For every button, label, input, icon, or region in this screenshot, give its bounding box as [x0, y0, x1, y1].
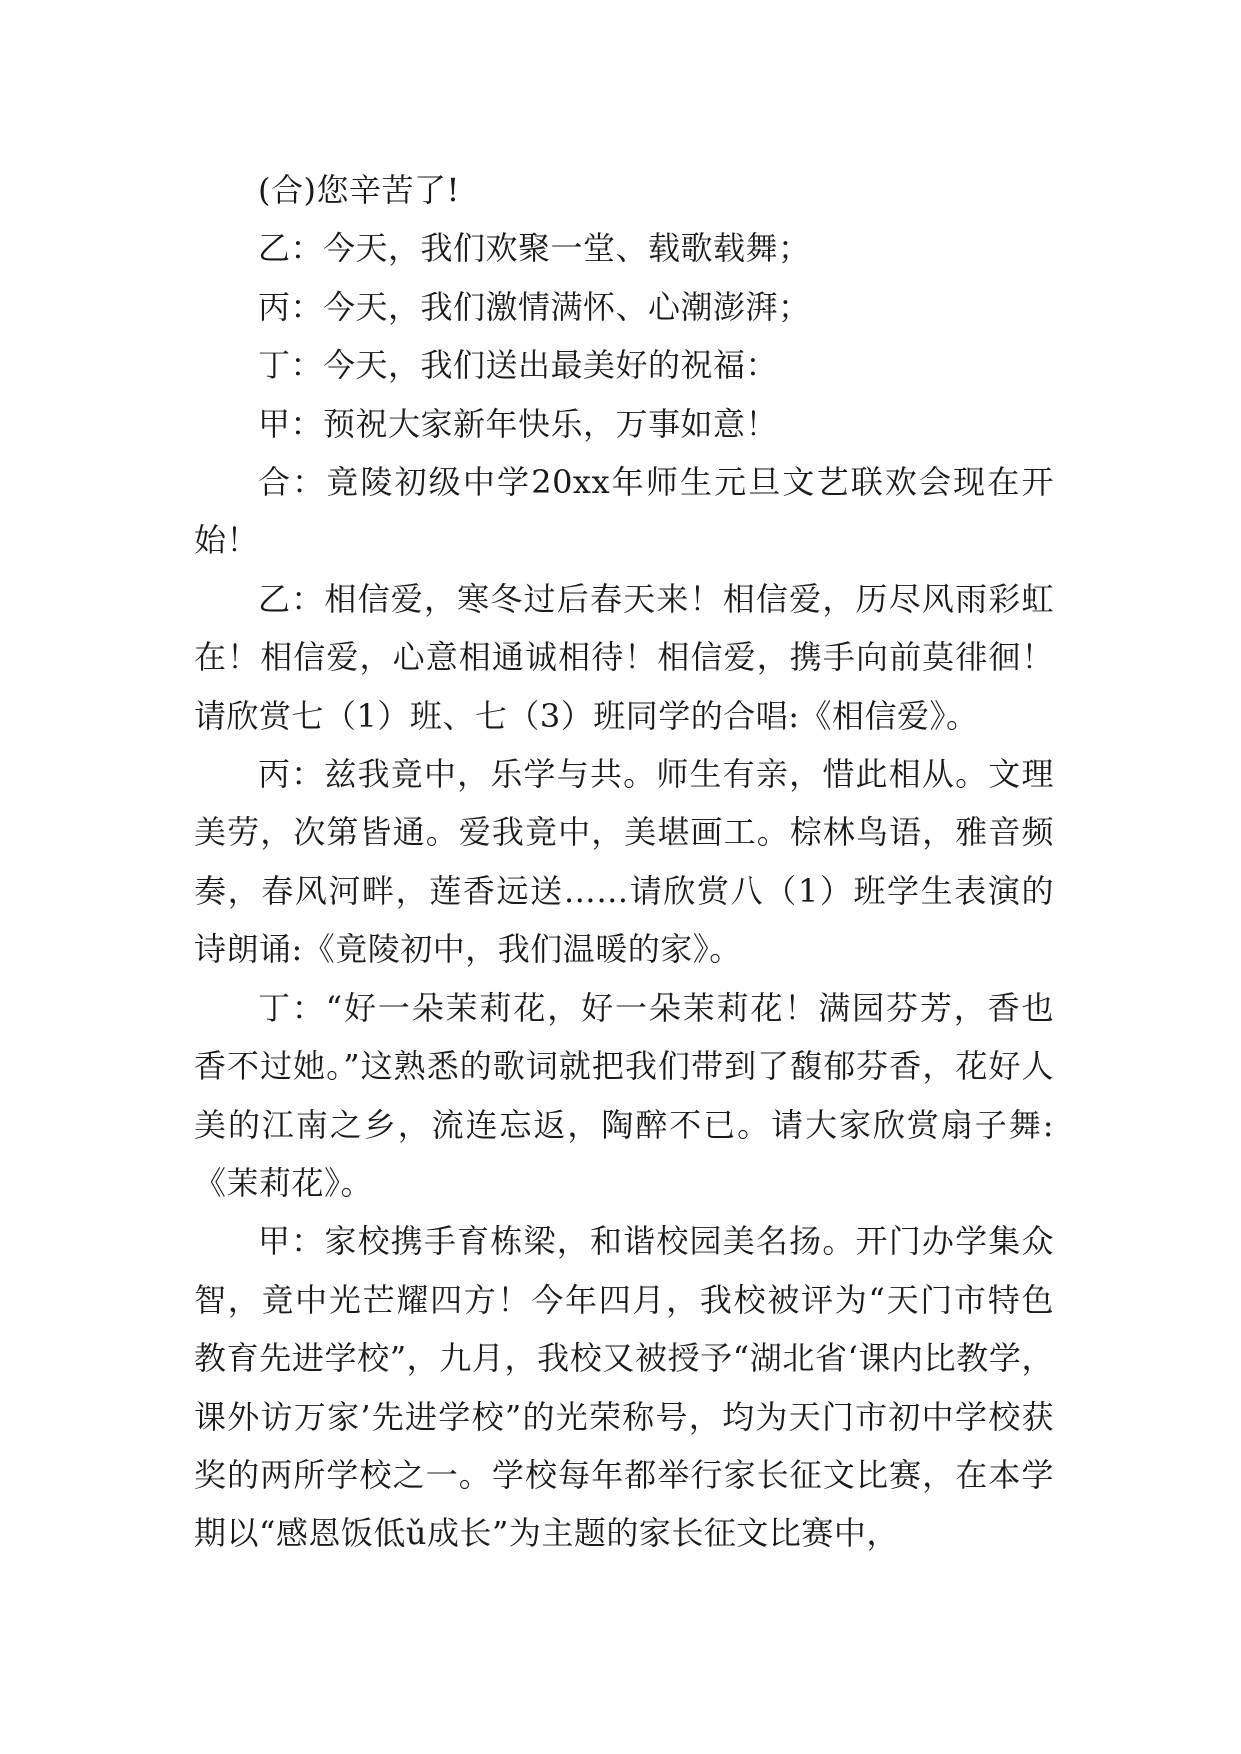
- paragraph-yi-believe-love: 乙：相信爱，寒冬过后春天来！相信爱，历尽风雨彩虹在！相信爱，心意相通诚相待！相信爱，携手向前莫徘徊！请欣赏七（1）班、七（3）班同学的合唱:《相信爱》。: [194, 579, 1054, 735]
- document-body: [194, 161, 1054, 1563]
- paragraph-bing-passion: 丙：今天，我们激情满怀、心潮澎湃；: [258, 287, 811, 326]
- paragraph-ding-blessing: 丁：今天，我们送出最美好的祝福：: [258, 346, 779, 385]
- paragraph-yi-gathering: 乙：今天，我们欢聚一堂、载歌载舞；: [258, 229, 811, 268]
- paragraph-chorus-thanks: (合)您辛苦了!: [258, 171, 460, 209]
- paragraph-chorus-opening: 合：竟陵初级中学20xx年师生元旦文艺联欢会现在开始！: [194, 463, 1054, 560]
- paragraph-jia-school-honors: 甲：家校携手育栋梁，和谐校园美名扬。开门办学集众智，竟中光芒耀四方！今年四月，我校被评为“天门市特色教育先进学校”，九月，我校又被授予“湖北省‘课内比教学，课外访万家’先进学校”的光荣称号，均为天门市初中学校获奖的两所学校之一。学校每年都举行家长征文比赛，在本学期以“感恩饭低ǔ成长”为主题的家长征文比赛中，: [194, 1222, 1054, 1553]
- paragraph-bing-poem: 丙：兹我竟中，乐学与共。师生有亲，惜此相从。文理美劳，次第皆通。爱我竟中，美堪画工。棕林鸟语，雅音频奏，春风河畔，莲香远送……请欣赏八（1）班学生表演的诗朗诵:《竟陵初中，我们温暖的家》。: [194, 755, 1054, 969]
- paragraph-ding-jasmine: 丁：“好一朵茉莉花，好一朵茉莉花！满园芬芳，香也香不过她。”这熟悉的歌词就把我们带到了馥郁芬香，花好人美的江南之乡，流连忘返，陶醉不已。请大家欣赏扇子舞:《茉莉花》。: [194, 988, 1054, 1202]
- paragraph-jia-new-year: 甲：预祝大家新年快乐，万事如意！: [258, 404, 779, 443]
